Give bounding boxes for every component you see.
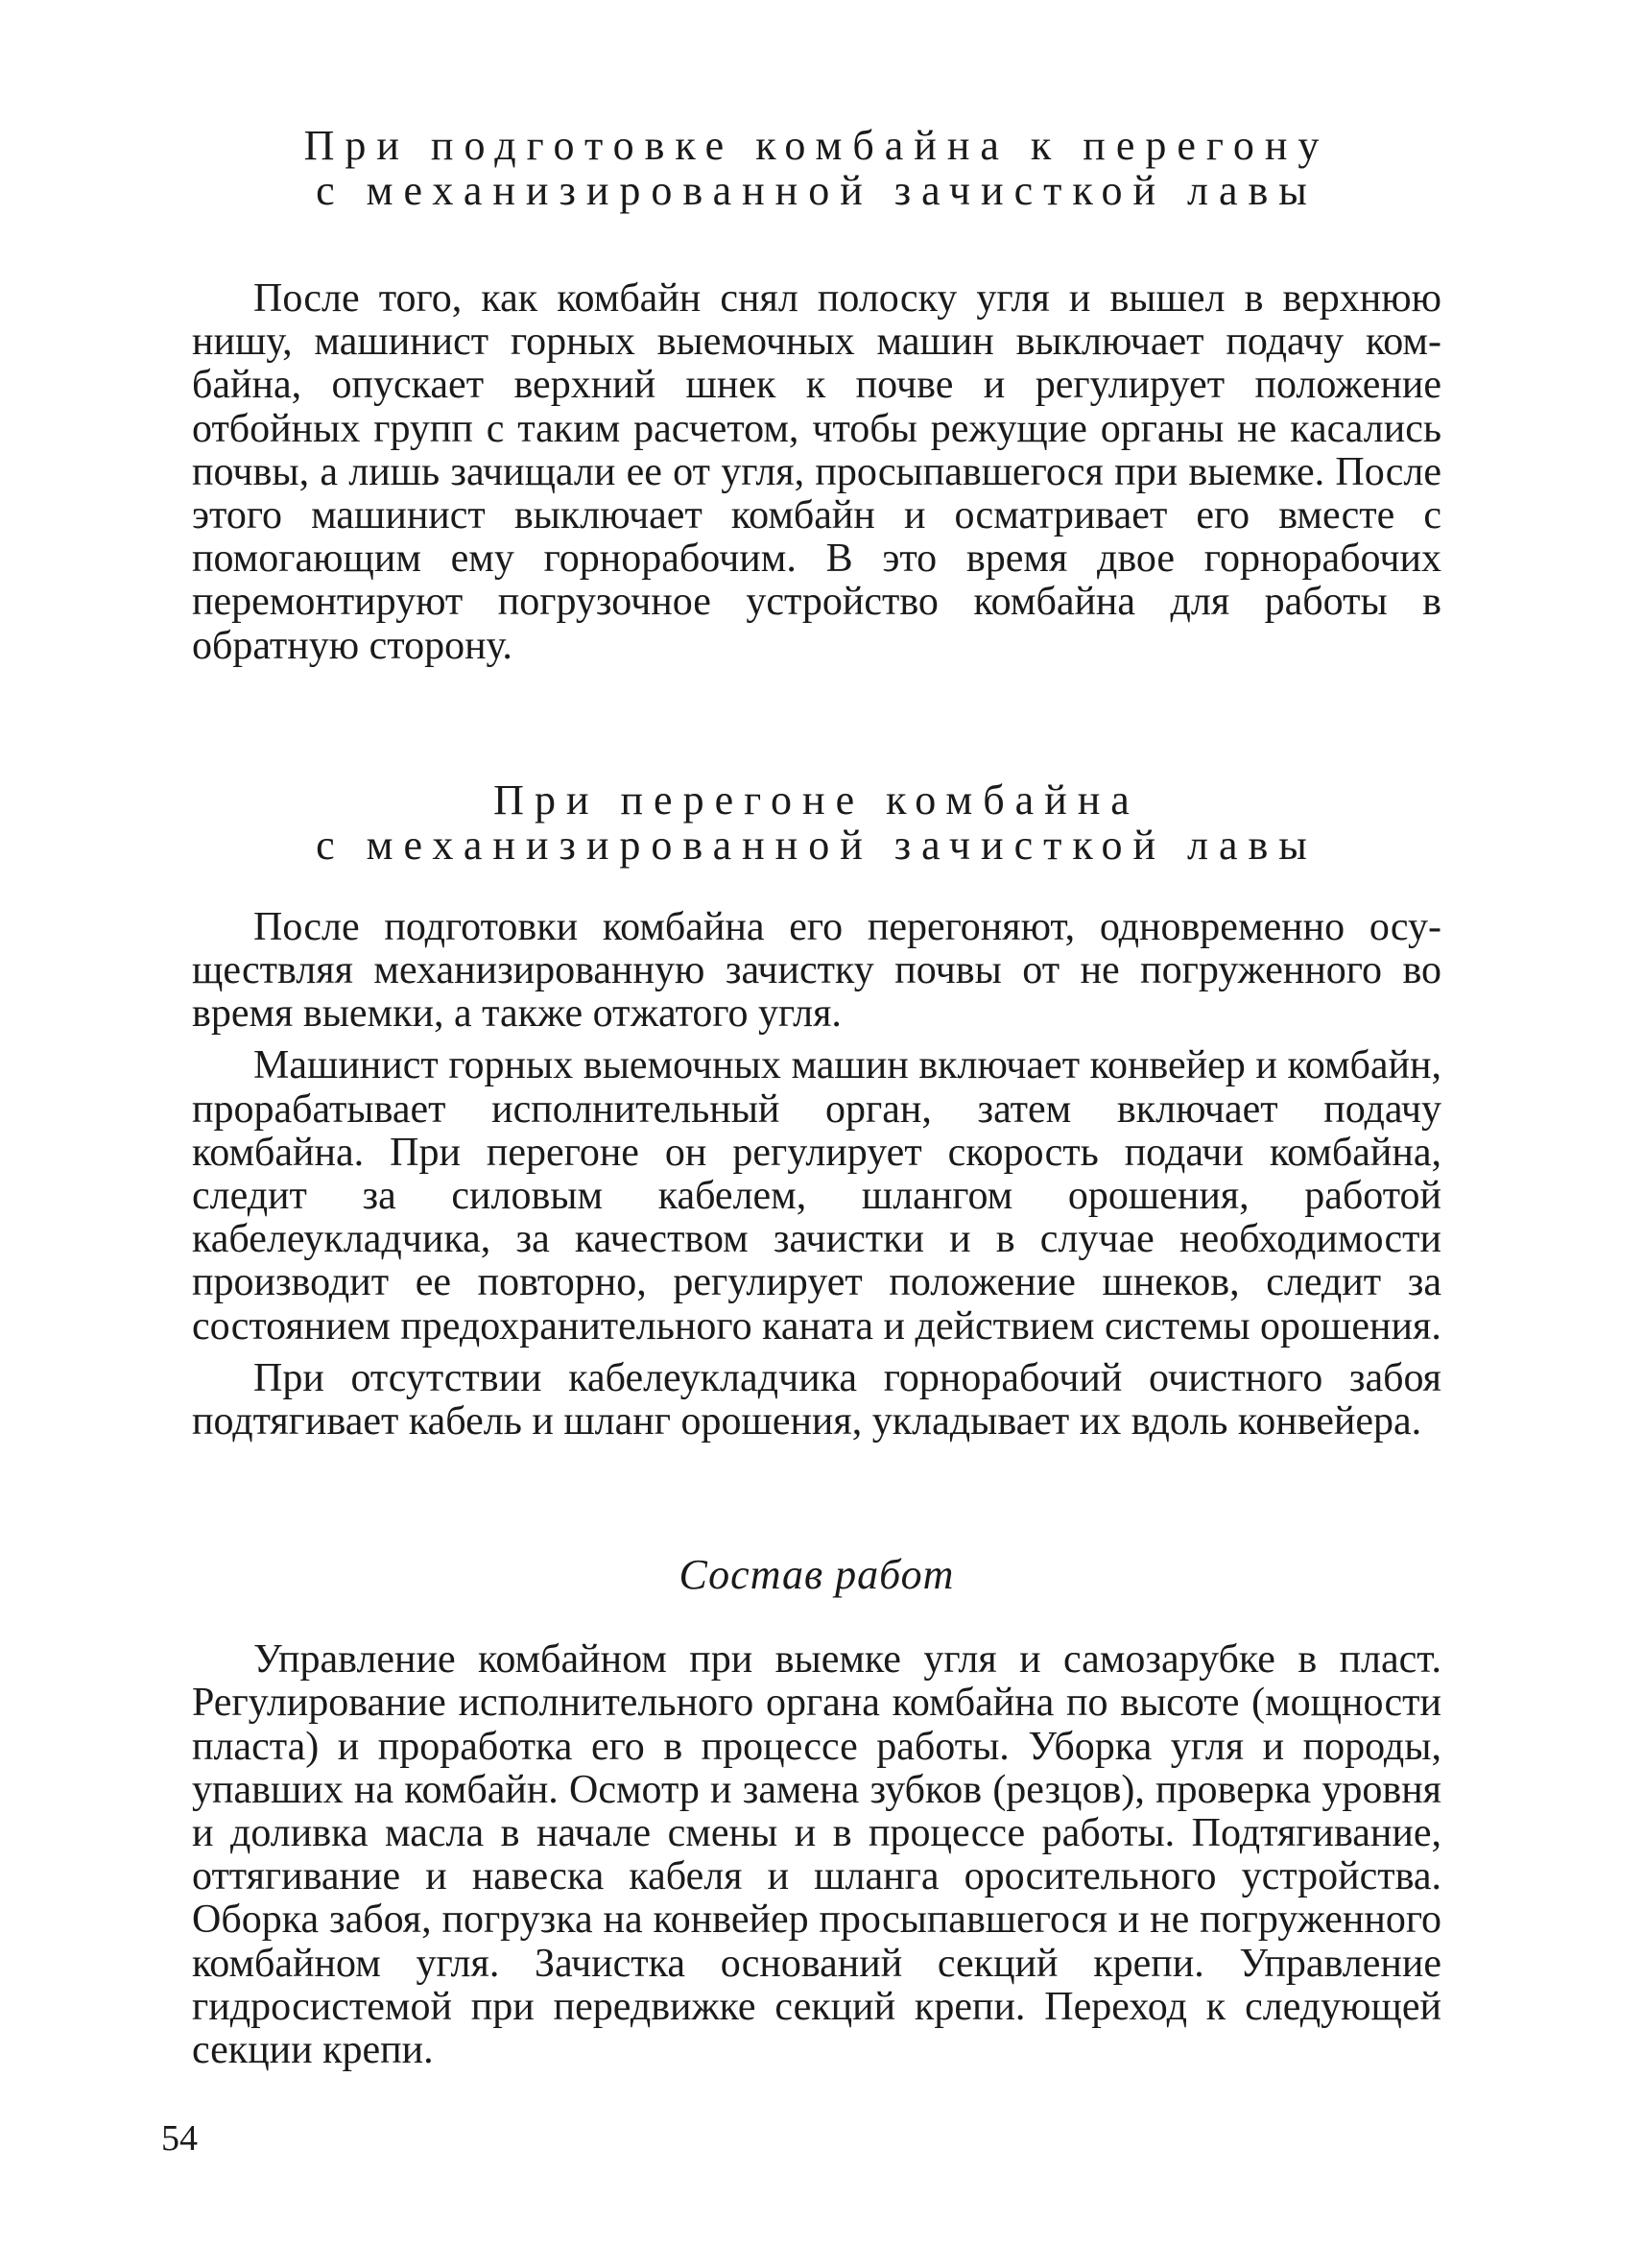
page-number: 54 (161, 2118, 198, 2159)
heading-line: При подготовке комбайна к перегону (303, 122, 1330, 169)
paragraph-work-composition: Управление комбайном при выемке угля и самозарубке в пласт. Регулирование исполнительного органа комбайна по высоте (мощности пласта) и проработка его в процессе работы. Уборка угля и породы, упавших на комбайн. Осмотр и замена зубков (резцов), проверка уровня и доливка масла в начале смены и в процессе работы. Подтягивание, оттягивание и навеска кабеля и шланга оросительного устройства. Оборка забоя, погрузка на конвейер просыпавшегося и не погруженного комбайном угля. Зачистка оснований секций крепи. Управление гидросистемой при передвижке секций крепи. Переход к следующей секции крепи. (192, 1637, 1441, 2073)
section-heading-preparation (192, 123, 1441, 213)
section-heading-relocation (192, 777, 1441, 868)
heading-line: При перегоне комбайна (493, 776, 1140, 824)
heading-line: с механизированной зачисткой лавы (316, 167, 1318, 214)
section-heading-work-composition: Состав работ (679, 1551, 955, 1599)
paragraph-relocation-intro: После подготовки комбайна его перегоняют, одновременно осуществляя механизированную зачистку почвы от не погруженного во время выемки, а также отжатого угля. (192, 904, 1441, 1037)
paragraph-cable-handling: При отсутствии кабелеукладчика горнорабочий очистного забоя подтягивает кабель и шланг орошения, укладывает их вдоль конвейера. (192, 1355, 1441, 1444)
paragraph-operator-duties: Машинист горных выемочных машин включает конвейер и комбайн, прорабатывает исполнительный орган, затем включает подачу комбайна. При перегоне он регулирует скорость подачи комбайна, следит за силовым кабелем, шлангом орошения, работой кабелеукладчика, за качеством зачистки и в случае необходимости производит ее повторно, регулирует положение шнеков, следит за состоянием предохранительного каната и действием системы орошения. (192, 1043, 1441, 1349)
paragraph-preparation: После того, как комбайн снял полоску угля и вышел в верхнюю нишу, машинист горных выемочных машин выключает подачу комбайна, опускает верхний шнек к почве и регулирует положение отбойных групп с таким расчетом, чтобы режущие органы не касались почвы, а лишь зачищали ее от угля, просыпавшегося при выемке. После этого машинист выключает комбайн и осматривает его вместе с помогающим ему горнорабочим. В это время двое горнорабочих перемонтируют погрузочное устройство комбайна для работы в обратную сторону. (192, 276, 1441, 668)
page-body (192, 123, 1441, 2072)
heading-line: с механизированной зачисткой лавы (316, 821, 1318, 869)
